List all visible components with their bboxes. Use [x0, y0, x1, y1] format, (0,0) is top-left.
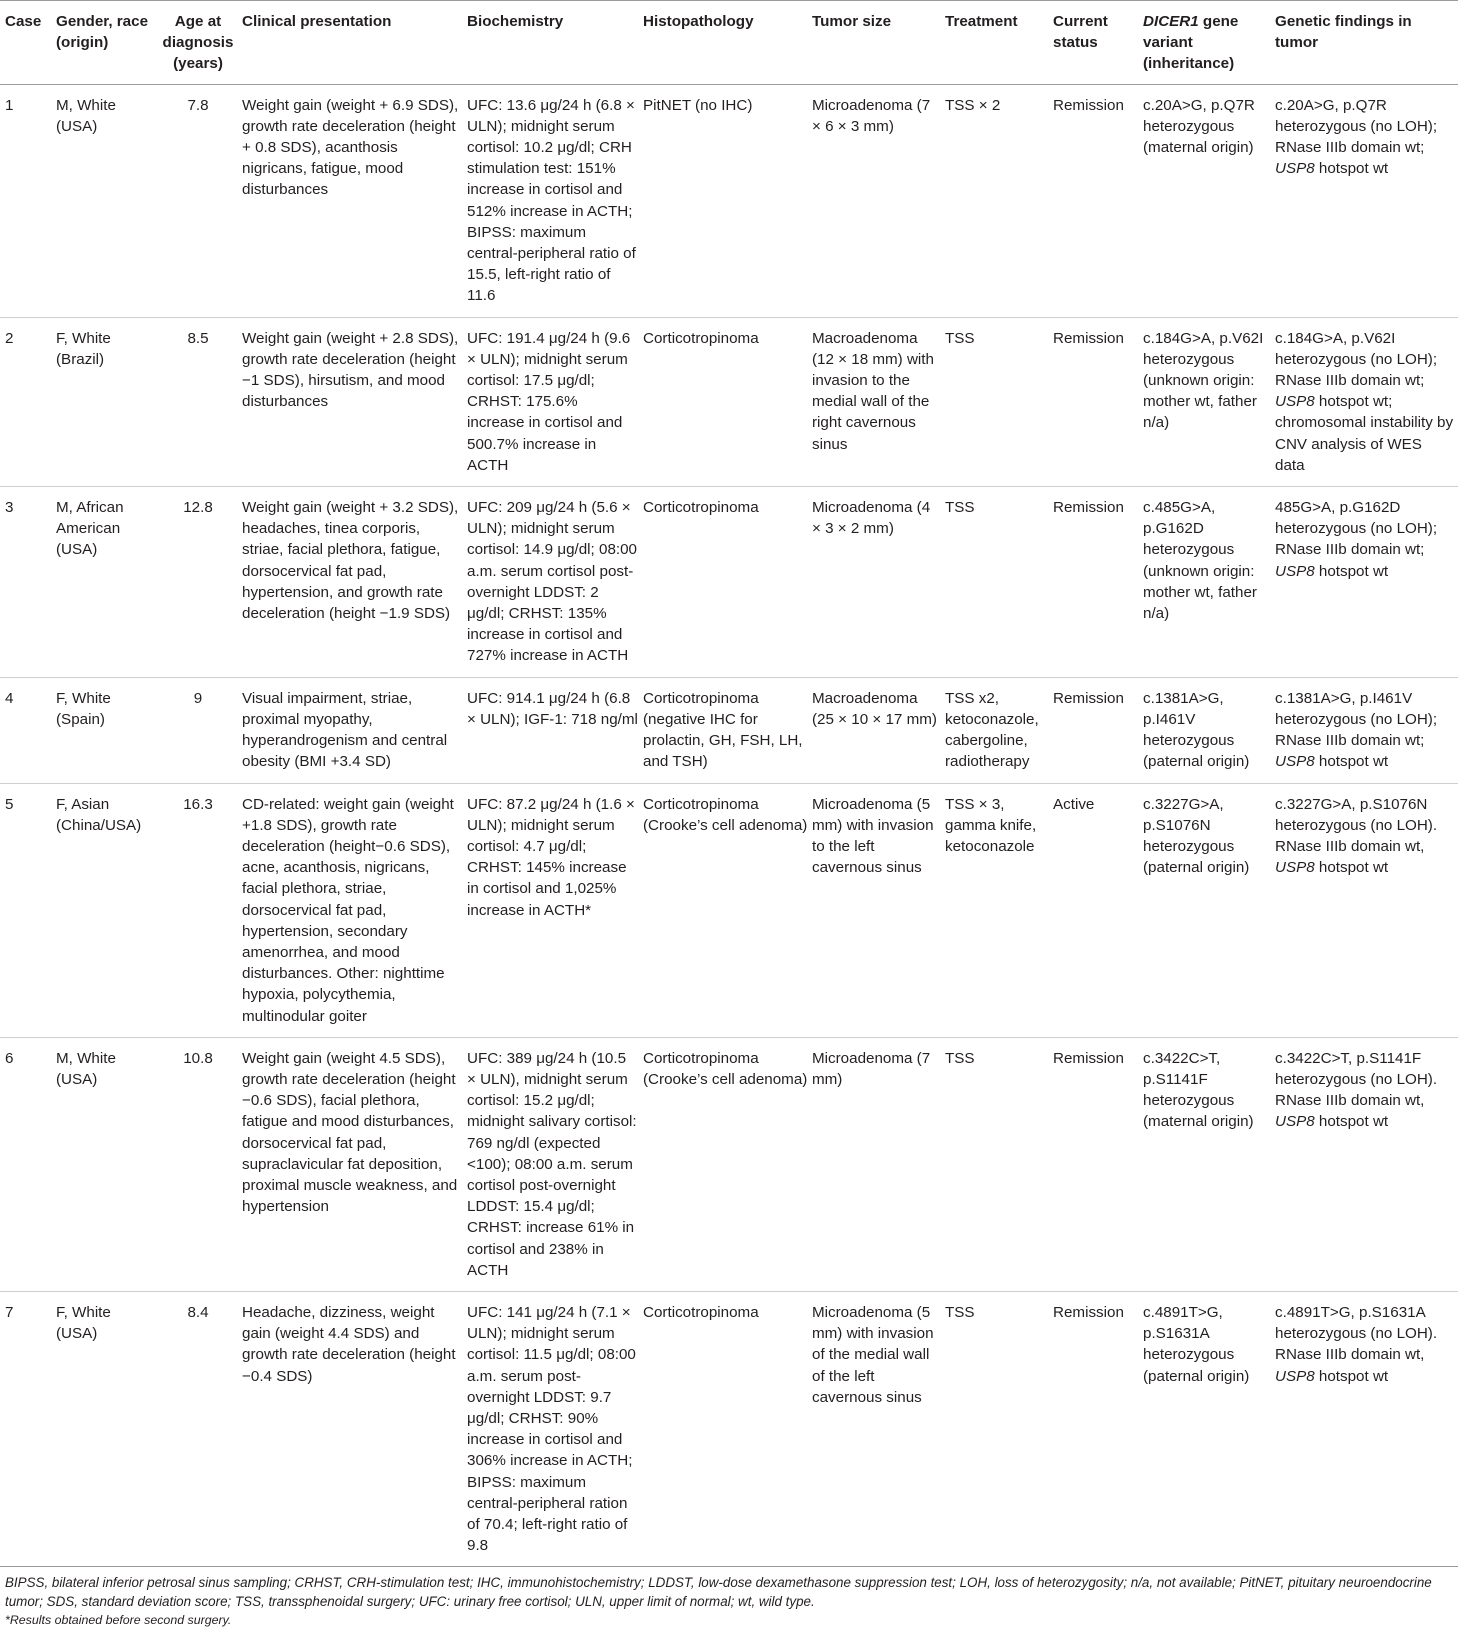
cell-gender: F, White (Brazil) [56, 317, 158, 486]
cell-histopathology: PitNET (no IHC) [643, 84, 812, 317]
cell-treatment: TSS [945, 1037, 1053, 1291]
cell-tumor-size: Microadenoma (7 mm) [812, 1037, 945, 1291]
cell-variant: c.1381A>G, p.I461V heterozygous (paternal origin) [1143, 677, 1275, 783]
genetic-gene: USP8 [1275, 1113, 1315, 1131]
cell-status: Remission [1053, 1037, 1143, 1291]
cell-gender: M, White (USA) [56, 1037, 158, 1291]
cell-status: Remission [1053, 487, 1143, 678]
cell-clinical: Headache, dizziness, weight gain (weight 4.4 SDS) and growth rate deceleration (height −0.4 SDS) [242, 1291, 467, 1566]
cell-age: 16.3 [158, 783, 242, 1037]
genetic-text: c.1381A>G, p.I461V heterozygous (no LOH); RNase IIIb domain wt; [1275, 689, 1438, 750]
genetic-tail: hotspot wt [1314, 160, 1389, 178]
cell-genetic [1275, 84, 1458, 317]
table-row [0, 84, 1458, 317]
cell-genetic [1275, 1291, 1458, 1566]
cell-biochemistry: UFC: 389 μg/24 h (10.5 × ULN), midnight serum cortisol: 15.2 μg/dl; midnight salivary cortisol: 769 ng/dl (expected <100); 08:00 a.m. serum cortisol post-overnight LDDST: 15.4 μg/dl; CRHST: increase 61% in cortisol and 238% in ACTH [467, 1037, 643, 1291]
cell-status: Remission [1053, 1291, 1143, 1566]
genetic-tail: hotspot wt [1314, 1113, 1389, 1131]
cell-histopathology: Corticotropinoma [643, 317, 812, 486]
genetic-tail: hotspot wt; chromosomal instability by CNV analysis of WES data [1275, 393, 1454, 474]
header-gender: Gender, race (origin) [56, 1, 158, 85]
cell-histopathology: Corticotropinoma [643, 487, 812, 678]
abbreviations-footnote: BIPSS, bilateral inferior petrosal sinus sampling; CRHST, CRH-stimulation test; IHC, immunohistochemistry; LDDST, low-dose dexamethasone suppression test; LOH, loss of heterozygosity; n/a, not available; PitNET, pituitary neuroendocrine tumor; SDS, standard deviation score; TSS, transsphenoidal surgery; UFC: urinary free cortisol; ULN, upper limit of normal; wt, wild type. [5, 1575, 1432, 1609]
cell-clinical: Weight gain (weight + 2.8 SDS), growth rate deceleration (height −1 SDS), hirsutism, and mood disturbances [242, 317, 467, 486]
cell-status: Active [1053, 783, 1143, 1037]
cell-clinical: Weight gain (weight + 3.2 SDS), headaches, tinea corporis, striae, facial plethora, fatigue, dorsocervical fat pad, hypertension, and growth rate deceleration (height −1.9 SDS) [242, 487, 467, 678]
genetic-gene: USP8 [1275, 160, 1315, 178]
cell-treatment: TSS x2, ketoconazole, cabergoline, radiotherapy [945, 677, 1053, 783]
header-status: Current status [1053, 1, 1143, 85]
header-variant-gene: DICER1 [1143, 13, 1199, 30]
cell-case: 2 [0, 317, 56, 486]
cell-histopathology: Corticotropinoma (Crooke’s cell adenoma) [643, 1037, 812, 1291]
cell-age: 8.5 [158, 317, 242, 486]
cell-biochemistry: UFC: 87.2 μg/24 h (1.6 × ULN); midnight serum cortisol: 4.7 μg/dl; CRHST: 145% increase in cortisol and 1,025% increase in ACTH* [467, 783, 643, 1037]
cell-tumor-size: Microadenoma (7 × 6 × 3 mm) [812, 84, 945, 317]
cell-status: Remission [1053, 677, 1143, 783]
genetic-text: c.3422C>T, p.S1141F heterozygous (no LOH). RNase IIIb domain wt, [1275, 1049, 1438, 1110]
cell-biochemistry: UFC: 191.4 μg/24 h (9.6 × ULN); midnight serum cortisol: 17.5 μg/dl; CRHST: 175.6% increase in cortisol and 500.7% increase in ACTH [467, 317, 643, 486]
header-clinical: Clinical presentation [242, 1, 467, 85]
cell-gender: M, White (USA) [56, 84, 158, 317]
genetic-text: c.20A>G, p.Q7R heterozygous (no LOH); RNase IIIb domain wt; [1275, 96, 1438, 157]
header-case: Case [0, 1, 56, 85]
cell-case: 5 [0, 783, 56, 1037]
cell-case: 3 [0, 487, 56, 678]
genetic-tail: hotspot wt [1314, 859, 1389, 877]
cell-variant: c.3422C>T, p.S1141F heterozygous (maternal origin) [1143, 1037, 1275, 1291]
table-row [0, 1291, 1458, 1566]
cell-case: 4 [0, 677, 56, 783]
genetic-tail: hotspot wt [1314, 562, 1389, 580]
cell-treatment: TSS × 3, gamma knife, ketoconazole [945, 783, 1053, 1037]
header-genetic: Genetic findings in tumor [1275, 1, 1458, 85]
asterisk-footnote: *Results obtained before second surgery. [5, 1613, 232, 1627]
cell-clinical: Weight gain (weight 4.5 SDS), growth rate deceleration (height −0.6 SDS), facial plethora, fatigue and mood disturbances, dorsocervical fat pad, supraclavicular fat deposition, proximal muscle weakness, and hypertension [242, 1037, 467, 1291]
genetic-gene: USP8 [1275, 859, 1315, 877]
cell-genetic [1275, 1037, 1458, 1291]
cell-genetic [1275, 487, 1458, 678]
cell-treatment: TSS [945, 317, 1053, 486]
cell-clinical: Weight gain (weight + 6.9 SDS), growth rate deceleration (height + 0.8 SDS), acanthosis nigricans, fatigue, mood disturbances [242, 84, 467, 317]
genetic-text: c.184G>A, p.V62I heterozygous (no LOH); RNase IIIb domain wt; [1275, 329, 1438, 390]
cell-case: 1 [0, 84, 56, 317]
cell-tumor-size: Macroadenoma (25 × 10 × 17 mm) [812, 677, 945, 783]
cell-biochemistry: UFC: 209 μg/24 h (5.6 × ULN); midnight serum cortisol: 14.9 μg/dl; 08:00 a.m. serum cortisol post-overnight LDDST: 2 μg/dl; CRHST: 135% increase in cortisol and 727% increase in ACTH [467, 487, 643, 678]
cell-genetic [1275, 317, 1458, 486]
table-row [0, 487, 1458, 678]
header-row [0, 1, 1458, 85]
cell-variant: c.20A>G, p.Q7R heterozygous (maternal origin) [1143, 84, 1275, 317]
cell-biochemistry: UFC: 141 μg/24 h (7.1 × ULN); midnight serum cortisol: 11.5 μg/dl; 08:00 a.m. serum post-overnight LDDST: 9.7 μg/dl; CRHST: 90% increase in cortisol and 306% increase in ACTH; BIPSS: maximum central-peripheral ration of 70.4; left-right ratio of 9.8 [467, 1291, 643, 1566]
cell-age: 9 [158, 677, 242, 783]
cell-gender: F, Asian (China/USA) [56, 783, 158, 1037]
genetic-text: c.3227G>A, p.S1076N heterozygous (no LOH). RNase IIIb domain wt, [1275, 795, 1438, 855]
cell-variant: c.184G>A, p.V62I heterozygous (unknown origin: mother wt, father n/a) [1143, 317, 1275, 486]
header-histopathology: Histopathology [643, 1, 812, 85]
cell-case: 6 [0, 1037, 56, 1291]
cell-variant: c.485G>A, p.G162D heterozygous (unknown origin: mother wt, father n/a) [1143, 487, 1275, 678]
cell-gender: F, White (USA) [56, 1291, 158, 1566]
genetic-text: c.4891T>G, p.S1631A heterozygous (no LOH). RNase IIIb domain wt, [1275, 1303, 1438, 1364]
genetic-gene: USP8 [1275, 753, 1315, 771]
cell-tumor-size: Microadenoma (5 mm) with invasion of the medial wall of the left cavernous sinus [812, 1291, 945, 1566]
header-age: Age at diagnosis (years) [158, 1, 242, 85]
cell-age: 7.8 [158, 84, 242, 317]
header-biochemistry: Biochemistry [467, 1, 643, 85]
cell-clinical: Visual impairment, striae, proximal myopathy, hyperandrogenism and central obesity (BMI +3.4 SD) [242, 677, 467, 783]
table-row [0, 783, 1458, 1037]
table-row [0, 677, 1458, 783]
header-treatment: Treatment [945, 1, 1053, 85]
genetic-gene: USP8 [1275, 1367, 1315, 1385]
cell-age: 10.8 [158, 1037, 242, 1291]
table-row [0, 317, 1458, 486]
header-variant [1143, 1, 1275, 85]
cell-treatment: TSS [945, 487, 1053, 678]
header-variant-rest: gene variant (inheritance) [1143, 13, 1239, 73]
cell-variant: c.4891T>G, p.S1631A heterozygous (paternal origin) [1143, 1291, 1275, 1566]
cell-gender: M, African American (USA) [56, 487, 158, 678]
cell-genetic [1275, 783, 1458, 1037]
cell-age: 8.4 [158, 1291, 242, 1566]
table-footnotes [5, 1573, 1453, 1630]
cell-histopathology: Corticotropinoma [643, 1291, 812, 1566]
cell-clinical: CD-related: weight gain (weight +1.8 SDS), growth rate deceleration (height−0.6 SDS), acne, acanthosis, nigricans, facial plethora, striae, dorsocervical fat pad, hypertension, secondary amenorrhea, and mood disturbances. Other: nighttime hypoxia, polycythemia, multinodular goiter [242, 783, 467, 1037]
cell-case: 7 [0, 1291, 56, 1566]
cell-gender: F, White (Spain) [56, 677, 158, 783]
header-tumor-size: Tumor size [812, 1, 945, 85]
cell-status: Remission [1053, 84, 1143, 317]
cell-genetic [1275, 677, 1458, 783]
cell-treatment: TSS × 2 [945, 84, 1053, 317]
table-row [0, 1037, 1458, 1291]
cell-biochemistry: UFC: 13.6 μg/24 h (6.8 × ULN); midnight serum cortisol: 10.2 μg/dl; CRH stimulation test: 151% increase in cortisol and 512% increase in ACTH; BIPSS: maximum central-peripheral ratio of 15.5, left-right ratio of 11.6 [467, 84, 643, 317]
genetic-gene: USP8 [1275, 562, 1315, 580]
genetic-text: 485G>A, p.G162D heterozygous (no LOH); RNase IIIb domain wt; [1275, 499, 1438, 559]
cell-age: 12.8 [158, 487, 242, 678]
cell-biochemistry: UFC: 914.1 μg/24 h (6.8 × ULN); IGF-1: 718 ng/ml [467, 677, 643, 783]
genetic-tail: hotspot wt [1314, 753, 1389, 771]
cell-tumor-size: Macroadenoma (12 × 18 mm) with invasion to the medial wall of the right cavernous sinus [812, 317, 945, 486]
cell-status: Remission [1053, 317, 1143, 486]
cell-treatment: TSS [945, 1291, 1053, 1566]
cell-histopathology: Corticotropinoma (Crooke’s cell adenoma) [643, 783, 812, 1037]
genetic-gene: USP8 [1275, 393, 1315, 411]
cell-tumor-size: Microadenoma (4 × 3 × 2 mm) [812, 487, 945, 678]
cell-tumor-size: Microadenoma (5 mm) with invasion to the left cavernous sinus [812, 783, 945, 1037]
cell-variant: c.3227G>A, p.S1076N heterozygous (paternal origin) [1143, 783, 1275, 1037]
genetic-tail: hotspot wt [1314, 1367, 1389, 1385]
cell-histopathology: Corticotropinoma (negative IHC for prolactin, GH, FSH, LH, and TSH) [643, 677, 812, 783]
